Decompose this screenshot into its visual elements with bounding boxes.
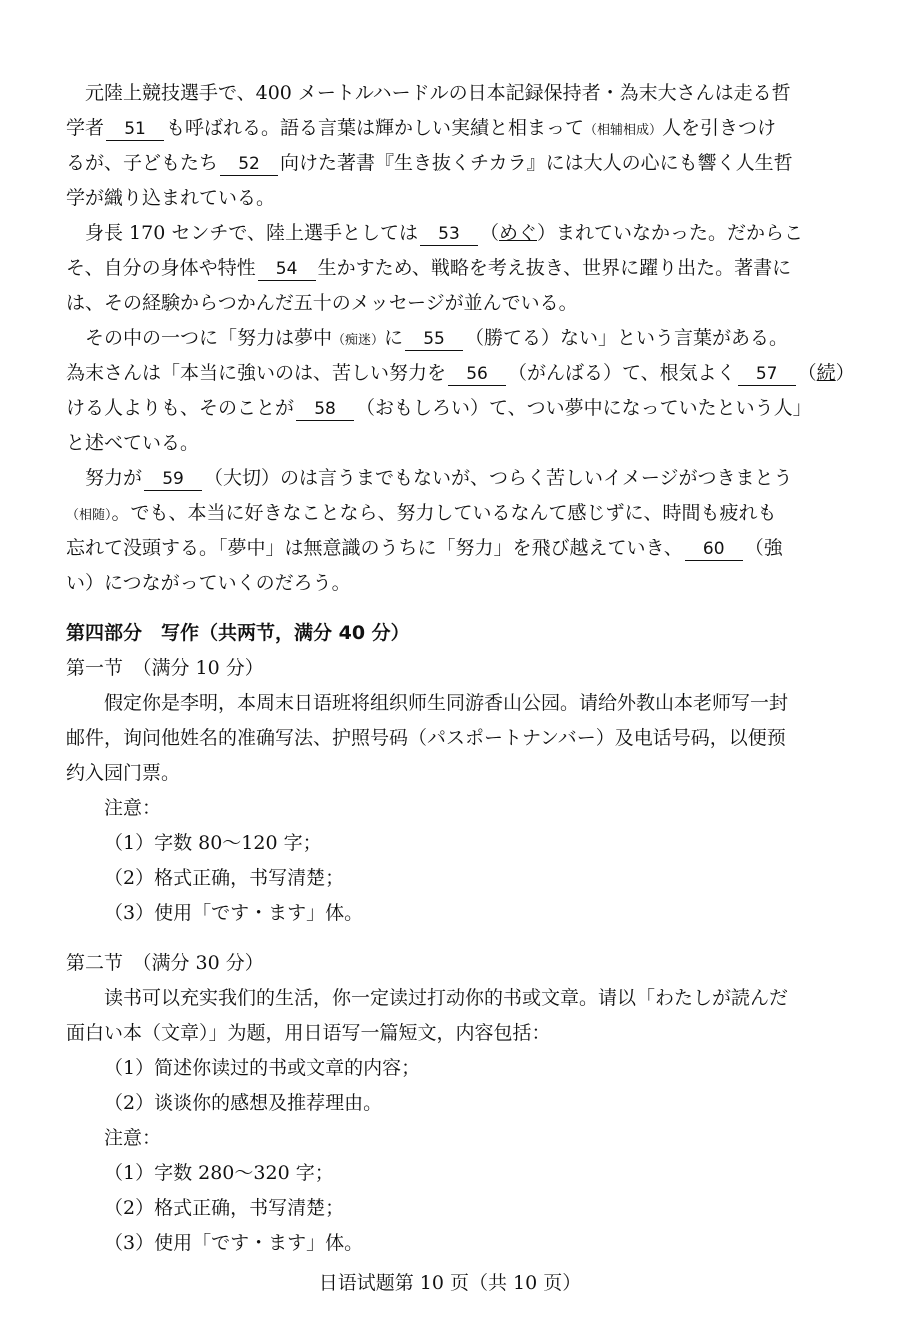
passage-text: 。でも、本当に好きなことなら、努力しているなんて感じずに、時間も疲れも <box>111 502 777 524</box>
passage-line <box>66 288 866 318</box>
passage-line <box>66 358 866 388</box>
blank-57[interactable]: 57 <box>738 363 796 386</box>
note-item: （1）字数 280～320 字； <box>104 1162 334 1184</box>
blank-59[interactable]: 59 <box>144 468 202 491</box>
task-text: 邮件，询问他姓名的准确写法、护照号码（パスポートナンバー）及电话号码，以便预 <box>66 727 786 749</box>
passage-text: に <box>384 327 404 349</box>
note-label: 注意： <box>104 1127 162 1149</box>
note-label: 注意： <box>104 797 162 819</box>
passage-text: と述べている。 <box>66 432 200 454</box>
passage-text: （ <box>479 222 499 244</box>
passage-text: 向けた著書『生き抜くチカラ』には大人の心にも響く人生哲 <box>280 152 793 174</box>
passage-text: （がんばる）て、根気よく <box>508 362 736 384</box>
blank-53[interactable]: 53 <box>420 223 478 246</box>
passage-text: （強 <box>744 537 783 559</box>
page-footer: 日语试题第 10 页（共 10 页） <box>318 1272 582 1294</box>
passage-text: 忘れて没頭する。「夢中」は無意識のうちに「努力」を飛び越えていき、 <box>66 537 683 559</box>
passage-line <box>66 113 866 143</box>
blank-54[interactable]: 54 <box>258 258 316 281</box>
note-item: （1）字数 80～120 字； <box>104 832 322 854</box>
passage-text: ） <box>835 362 855 384</box>
passage-line <box>66 148 866 178</box>
blank-56[interactable]: 56 <box>448 363 506 386</box>
passage-text: （おもしろい）て、つい夢中になっていたという人」 <box>356 397 812 419</box>
passage-text: るが、子どもたち <box>66 152 219 174</box>
passage-line <box>66 183 866 213</box>
passage-text: 学者 <box>66 117 105 139</box>
passage-line <box>66 498 866 528</box>
passage-line <box>66 428 866 458</box>
passage-line <box>66 323 885 353</box>
passage-line <box>66 393 866 423</box>
passage-text: 努力が <box>85 467 143 489</box>
passage-text: 学が織り込まれている。 <box>66 187 276 209</box>
passage-text: 生かすため、戦略を考え抜き、世界に躍り出た。著書に <box>317 257 792 279</box>
passage-line <box>66 463 885 493</box>
task-text: 面白い本（文章）」为题，用日语写一篇短文，内容包括： <box>66 1022 551 1044</box>
passage-line <box>66 218 885 248</box>
blank-51[interactable]: 51 <box>106 118 164 141</box>
content-item: （1）简述你读过的书或文章的内容； <box>104 1057 421 1079</box>
gloss-text: （相辅相成） <box>584 123 663 138</box>
note-item: （2）格式正确，书写清楚； <box>104 867 345 889</box>
passage-line <box>66 253 866 283</box>
passage-text: ）まれていなかった。だからこ <box>537 222 804 244</box>
task-text: 约入园门票。 <box>66 762 181 784</box>
passage-line <box>66 78 885 108</box>
task-text: 假定你是李明，本周末日语班将组织师生同游香山公园。请给外教山本老师写一封 <box>104 692 789 714</box>
passage-text: その中の一つに「努力は夢中 <box>85 327 333 349</box>
passage-line <box>66 533 866 563</box>
section-heading: 第一节 （满分 10 分） <box>66 657 264 679</box>
blank-55[interactable]: 55 <box>405 328 463 351</box>
content-item: （2）谈谈你的感想及推荐理由。 <box>104 1092 383 1114</box>
note-item: （3）使用「です・ます」体。 <box>104 902 364 924</box>
passage-text: 為末さんは「本当に強いのは、苦しい努力を <box>66 362 447 384</box>
passage-text: （勝てる）ない」という言葉がある。 <box>465 327 789 349</box>
passage-text: も呼ばれる。語る言葉は輝かしい実績と相まって <box>166 117 585 139</box>
task-text: 读书可以充实我们的生活，你一定读过打动你的书或文章。请以「わたしが読んだ <box>104 987 789 1009</box>
passage-text: 人を引きつけ <box>662 117 777 139</box>
blank-58[interactable]: 58 <box>296 398 354 421</box>
underlined-kanji: 続 <box>816 362 836 384</box>
note-item: （3）使用「です・ます」体。 <box>104 1232 364 1254</box>
note-item: （2）格式正确，书写清楚； <box>104 1197 345 1219</box>
passage-text: （ <box>797 362 817 384</box>
section-heading: 第二节 （满分 30 分） <box>66 952 264 974</box>
passage-text: は、その経験からつかんだ五十のメッセージが並んでいる。 <box>66 292 578 314</box>
underlined-kana: めぐ <box>498 222 537 244</box>
gloss-text: （相随） <box>66 508 112 523</box>
blank-60[interactable]: 60 <box>685 538 743 561</box>
passage-text: ける人よりも、そのことが <box>66 397 295 419</box>
gloss-text: （痴迷） <box>332 333 385 348</box>
passage-text: そ、自分の身体や特性 <box>66 257 256 279</box>
passage-text: い）につながっていくのだろう。 <box>66 572 351 594</box>
passage-text: 身長 170 センチで、陸上選手としては <box>85 222 418 244</box>
passage-line <box>66 568 866 598</box>
blank-52[interactable]: 52 <box>220 153 278 176</box>
part-heading: 第四部分 写作（共两节，满分 40 分） <box>66 622 410 644</box>
passage-text: 元陸上競技選手で、400 メートルハードルの日本記録保持者・為末大さんは走る哲 <box>85 82 791 104</box>
passage-text: （大切）のは言うまでもないが、つらく苦しいイメージがつきまとう <box>204 467 793 489</box>
